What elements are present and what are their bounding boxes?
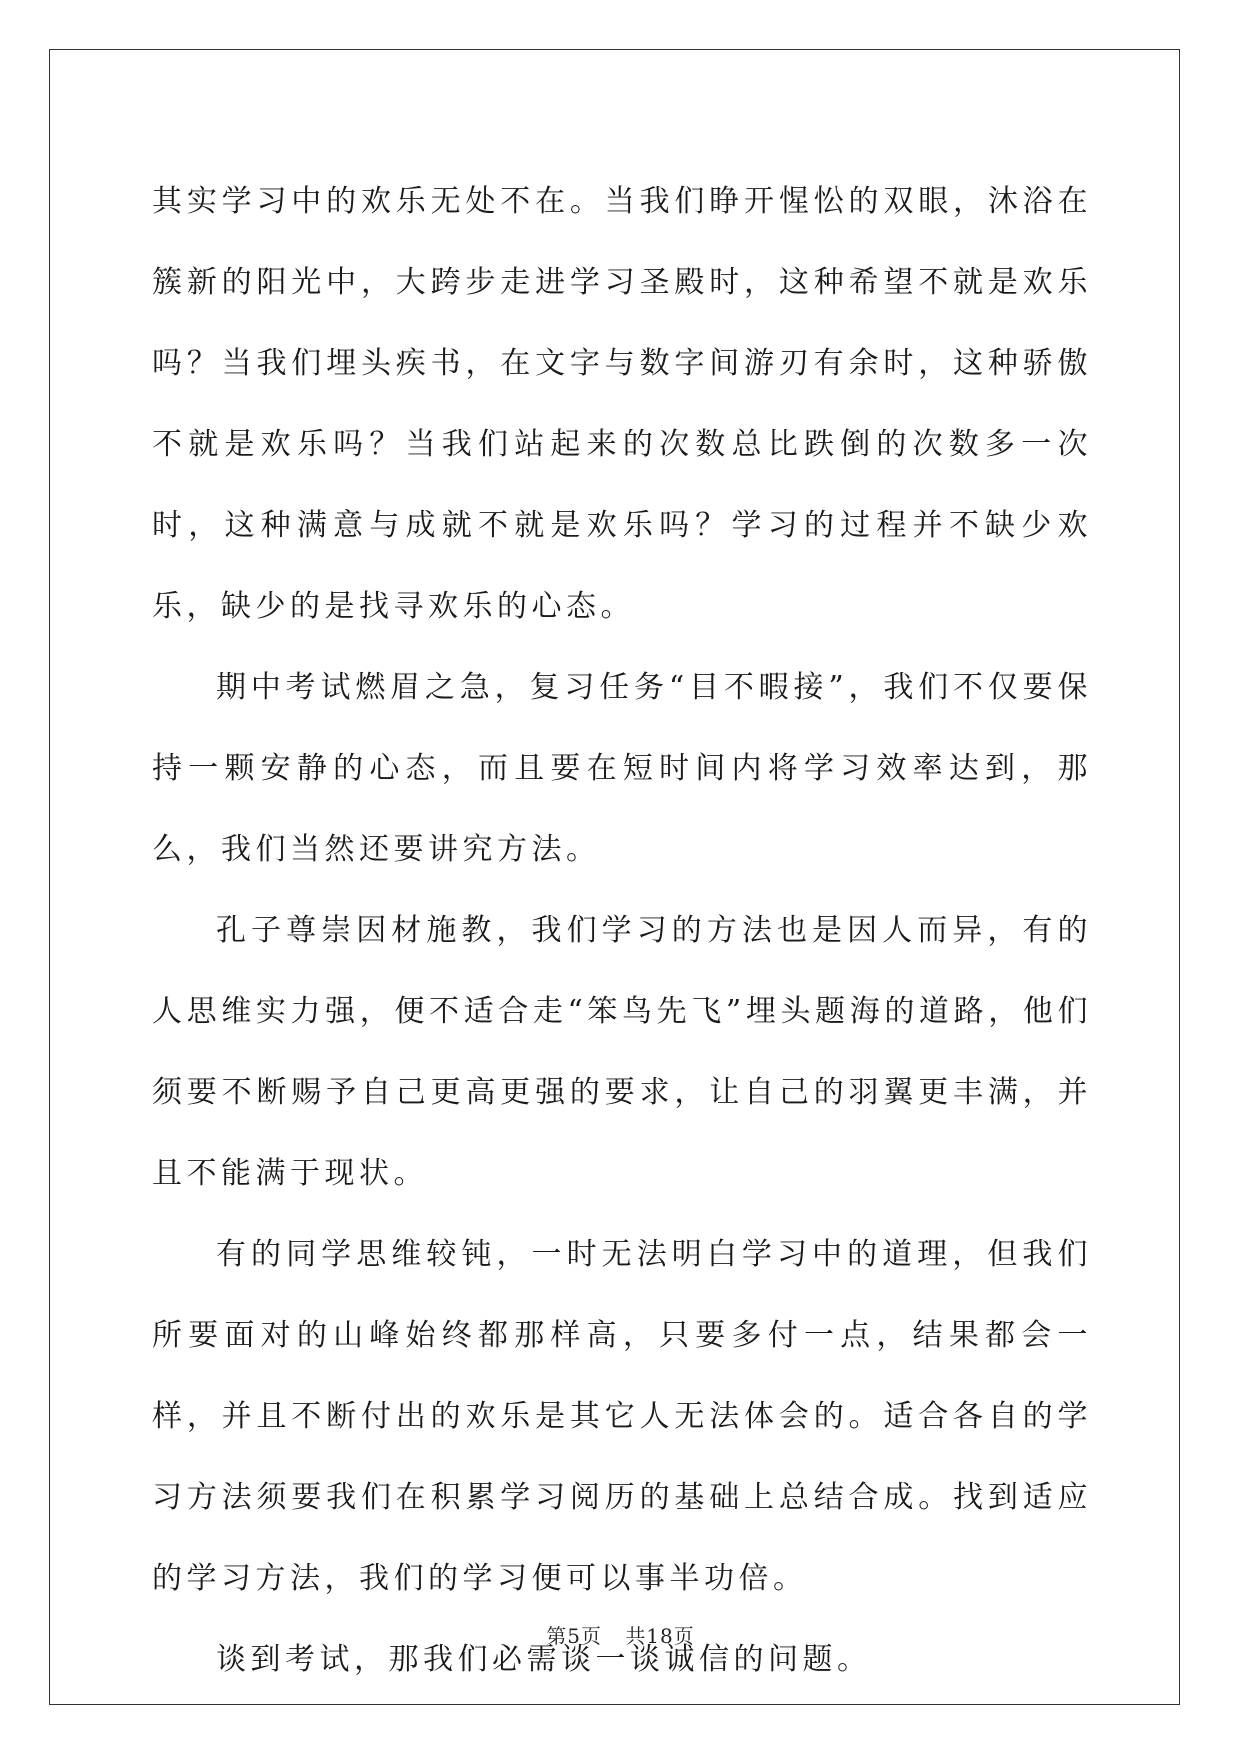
paragraph-1: 其实学习中的欢乐无处不在。当我们睁开惺忪的双眼，沐浴在簇新的阳光中，大跨步走进学习圣殿时，这种希望不就是欢乐吗？当我们埋头疾书，在文字与数字间游刃有余时，这种骄傲不就是欢乐吗？当我们站起来的次数总比跌倒的次数多一次时，这种满意与成就不就是欢乐吗？学习的过程并不缺少欢乐，缺少的是找寻欢乐的心态。	[152, 184, 1092, 624]
paragraph-4: 有的同学思维较钝，一时无法明白学习中的道理，但我们所要面对的山峰始终都那样高，只要多付一点，结果都会一样，并且不断付出的欢乐是其它人无法体会的。适合各自的学习方法须要我们在积累学习阅历的基础上总结合成。找到适应的学习方法，我们的学习便可以事半功倍。	[152, 1237, 1092, 1596]
page-number: 第5页	[546, 1624, 602, 1648]
page-footer	[0, 1620, 1241, 1649]
page-total: 共18页	[625, 1624, 695, 1648]
paragraph-2: 期中考试燃眉之急，复习任务“目不暇接”，我们不仅要保持一颗安静的心态，而且要在短时间内将学习效率达到，那么，我们当然还要讲究方法。	[152, 670, 1092, 867]
document-body	[152, 161, 1092, 1700]
paragraph-5: 谈到考试，那我们必需谈一谈诚信的问题。	[216, 1642, 872, 1677]
paragraph-3: 孔子尊崇因材施教，我们学习的方法也是因人而异，有的人思维实力强，便不适合走“笨鸟先飞”埋头题海的道路，他们须要不断赐予自己更高更强的要求，让自己的羽翼更丰满，并且不能满于现状。	[152, 913, 1092, 1191]
